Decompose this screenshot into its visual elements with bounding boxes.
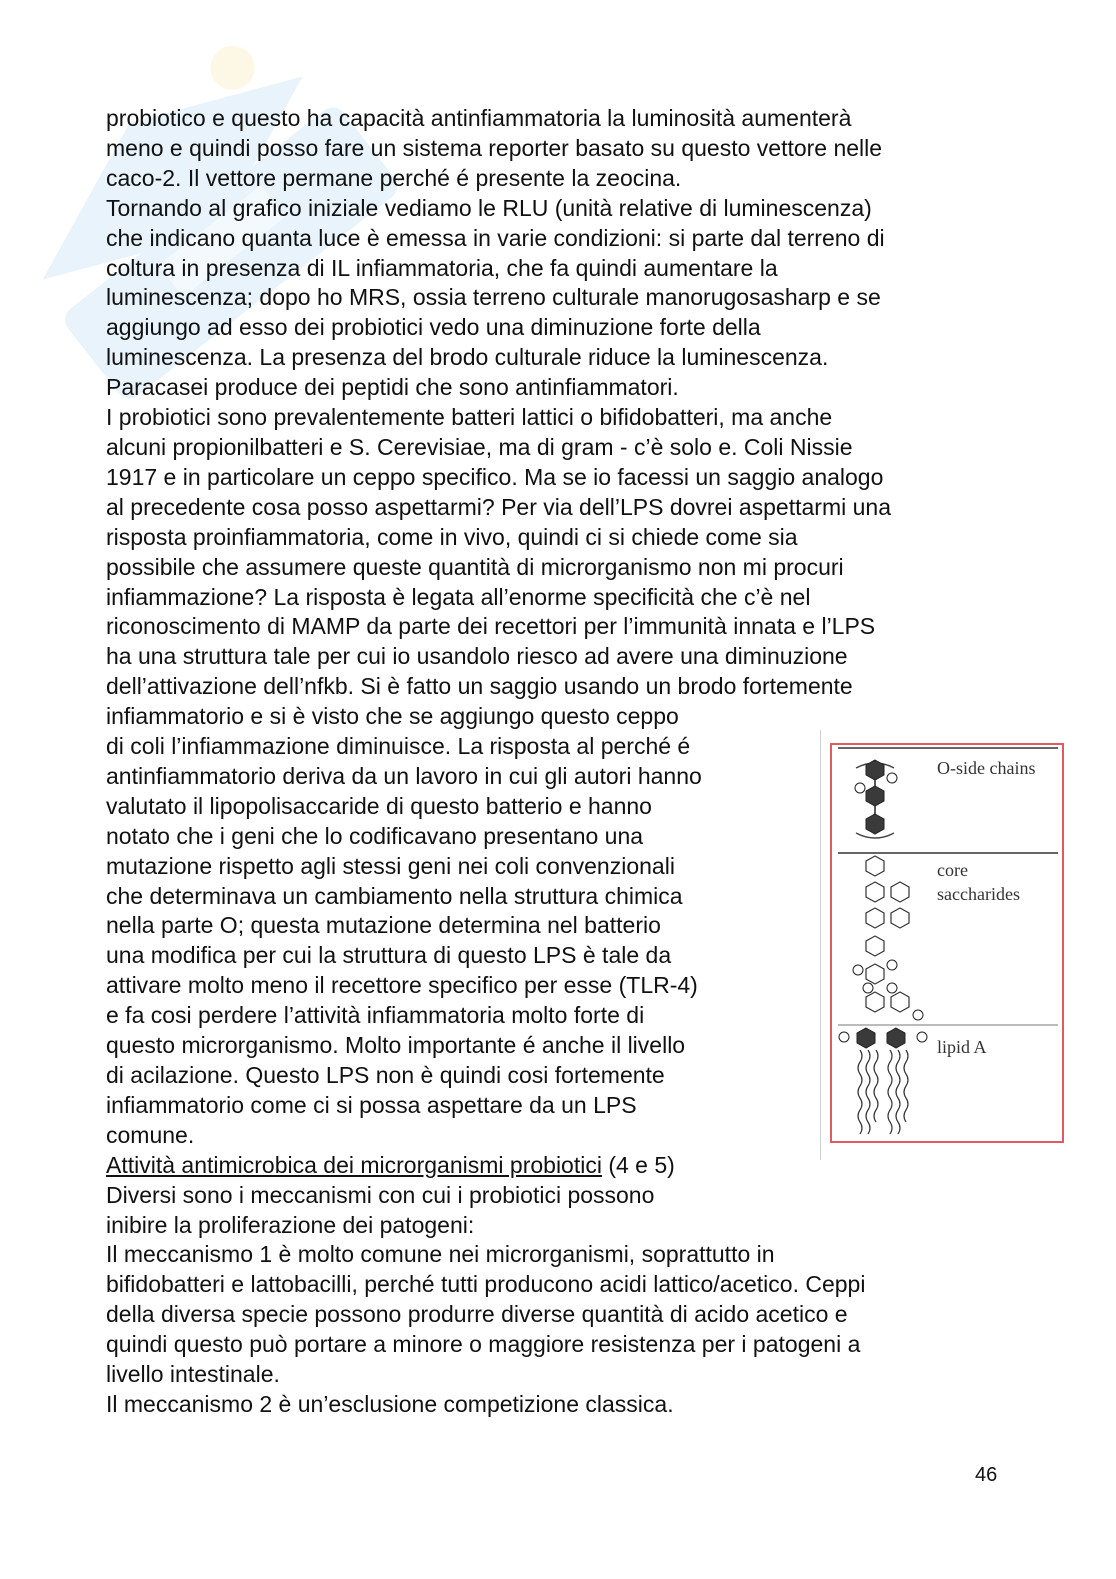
- text-line: bifidobatteri e lattobacilli, perché tutti producono acidi lattico/acetico. Ceppi: [106, 1271, 866, 1298]
- text-line: infiammatorio come ci si possa aspettare da un LPS: [106, 1091, 637, 1118]
- text-line: mutazione rispetto agli stessi geni nei coli convenzionali: [106, 852, 675, 879]
- text-line: quindi questo può portare a minore o maggiore resistenza per i patogeni a: [106, 1331, 861, 1358]
- label-lipid-a: lipid A: [937, 1037, 987, 1057]
- section-heading-title: Attività antimicrobica dei microrganismi probiotici: [106, 1151, 602, 1178]
- text-line: possibile che assumere queste quantità di microrganismo non mi procuri: [106, 553, 844, 580]
- text-line: probiotico e questo ha capacità antinfiammatoria la luminosità aumenterà: [106, 105, 852, 131]
- text-line: una modifica per cui la struttura di questo LPS è tale da: [106, 942, 672, 969]
- text-line: aggiungo ad esso dei probiotici vedo una diminuzione forte della: [106, 314, 761, 341]
- text-line: dell’attivazione dell’nfkb. Si è fatto un saggio usando un brodo fortemente: [106, 673, 853, 700]
- text-line: questo microrganismo. Molto importante é anche il livello: [106, 1032, 686, 1059]
- label-core: core: [937, 860, 968, 880]
- text-line: Il meccanismo 2 è un’esclusione competizione classica.: [106, 1390, 674, 1417]
- text-line: alcuni propionilbatteri e S. Cerevisiae, ma di gram - c’è solo e. Coli Nissie: [106, 433, 853, 460]
- text-line: Il meccanismo 1 è molto comune nei microrganismi, soprattutto in: [106, 1241, 775, 1268]
- fatty-acid-chains: [858, 1050, 908, 1134]
- label-o-side-chains: O-side chains: [937, 758, 1036, 778]
- text-line: ha una struttura tale per cui io usandolo riesco ad avere una diminuzione: [106, 643, 848, 670]
- text-line: infiammatorio e si è visto che se aggiungo questo ceppo: [106, 703, 679, 730]
- lps-structure-figure: [820, 730, 1070, 1160]
- text-line: infiammazione? La risposta è legata all’enorme specificità che c’è nel: [106, 583, 811, 610]
- text-line: che indicano quanta luce è emessa in varie condizioni: si parte dal terreno di: [106, 224, 885, 251]
- text-line: luminescenza; dopo ho MRS, ossia terreno culturale manorugosasharp e se: [106, 284, 881, 311]
- text-line: attivare molto meno il recettore specifico per esse (TLR-4): [106, 972, 698, 999]
- text-line: Paracasei produce dei peptidi che sono antinfiammatori.: [106, 374, 679, 401]
- text-line: nella parte O; questa mutazione determina nel batterio: [106, 912, 661, 939]
- text-line: di coli l’infiammazione diminuisce. La risposta al perché é: [106, 733, 691, 760]
- page-number: 46: [975, 1464, 998, 1486]
- section-heading-suffix: (4 e 5): [601, 1151, 675, 1178]
- text-line: valutato il lipopolisaccaride di questo batterio e hanno: [106, 792, 652, 819]
- text-line: comune.: [106, 1121, 195, 1148]
- text-line: 1917 e in particolare un ceppo specifico. Ma se io facessi un saggio analogo: [106, 463, 884, 490]
- text-line: Tornando al grafico iniziale vediamo le RLU (unità relative di luminescenza): [106, 194, 872, 221]
- text-line: riconoscimento di MAMP da parte dei recettori per l’immunità innata e l’LPS: [106, 613, 876, 640]
- text-line: I probiotici sono prevalentemente batteri lattici o bifidobatteri, ma anche: [106, 404, 833, 431]
- text-line: e fa cosi perdere l’attività infiammatoria molto forte di: [106, 1002, 645, 1029]
- text-line: luminescenza. La presenza del brodo culturale riduce la luminescenza.: [106, 344, 829, 371]
- lps-diagram: [820, 730, 1070, 1160]
- text-line: caco-2. Il vettore permane perché é presente la zeocina.: [106, 164, 682, 191]
- text-line: della diversa specie possono produrre diverse quantità di acido acetico e: [106, 1301, 848, 1328]
- text-line: antinfiammatorio deriva da un lavoro in cui gli autori hanno: [106, 762, 702, 789]
- closing-lines: [106, 1181, 1011, 1420]
- label-saccharides: saccharides: [937, 884, 1020, 904]
- text-line: meno e quindi posso fare un sistema reporter basato su questo vettore nelle: [106, 134, 883, 161]
- o-chain-sugars: [866, 760, 884, 834]
- text-line: livello intestinale.: [106, 1361, 280, 1388]
- lipid-a-head: [857, 1028, 905, 1048]
- text-line: inibire la proliferazione dei patogeni:: [106, 1211, 475, 1238]
- text-line: che determinava un cambiamento nella struttura chimica: [106, 882, 683, 909]
- text-line: di acilazione. Questo LPS non è quindi cosi fortemente: [106, 1062, 665, 1088]
- text-line: risposta proinfiammatoria, come in vivo, quindi ci si chiede come sia: [106, 523, 798, 550]
- text-line: notato che i geni che lo codificavano presentano una: [106, 822, 644, 849]
- text-line: al precedente cosa posso aspettarmi? Per via dell’LPS dovrei aspettarmi una: [106, 493, 891, 520]
- text-line: Diversi sono i meccanismi con cui i probiotici possono: [106, 1181, 655, 1208]
- text-line: coltura in presenza di IL infiammatoria, che fa quindi aumentare la: [106, 254, 778, 281]
